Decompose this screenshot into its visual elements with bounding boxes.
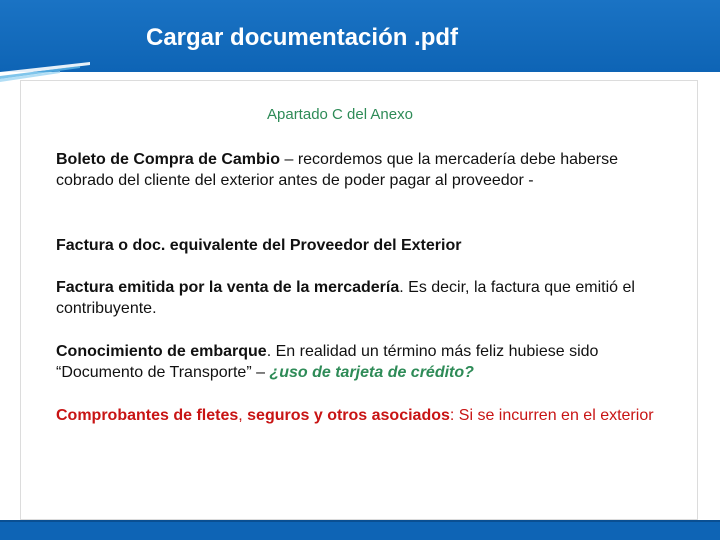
item-heading-secondary: seguros y otros asociados bbox=[247, 407, 450, 424]
section-subtitle: Apartado C del Anexo bbox=[267, 106, 413, 123]
item-highlight-question: ¿uso de tarjeta de crédito? bbox=[269, 364, 474, 381]
list-item bbox=[56, 341, 668, 383]
footer-bar bbox=[0, 522, 720, 540]
item-heading: Conocimiento de embarque bbox=[56, 343, 267, 360]
list-item bbox=[56, 405, 668, 426]
item-text: . En realidad un término más feliz hubiese sido “Documento de Transporte” – bbox=[56, 343, 599, 381]
item-separator: , bbox=[238, 407, 248, 424]
list-item bbox=[56, 149, 668, 191]
item-text: – recordemos que la mercadería debe haberse cobrado del cliente del exterior antes de poder pagar al proveedor - bbox=[56, 151, 619, 189]
item-text: . Es decir, la factura que emitió el contribuyente. bbox=[56, 279, 635, 317]
item-heading: Factura o doc. equivalente del Proveedor del Exterior bbox=[56, 237, 462, 254]
list-item bbox=[56, 235, 668, 256]
header-bar bbox=[0, 0, 720, 72]
list-item bbox=[56, 277, 668, 319]
item-heading: Boleto de Compra de Cambio bbox=[56, 151, 281, 168]
item-heading: Factura emitida por la venta de la mercadería bbox=[56, 279, 400, 296]
item-text: : Si se incurren en el exterior bbox=[449, 407, 654, 424]
item-heading: Comprobantes de fletes bbox=[56, 407, 239, 424]
slide-title: Cargar documentación .pdf bbox=[146, 24, 459, 51]
